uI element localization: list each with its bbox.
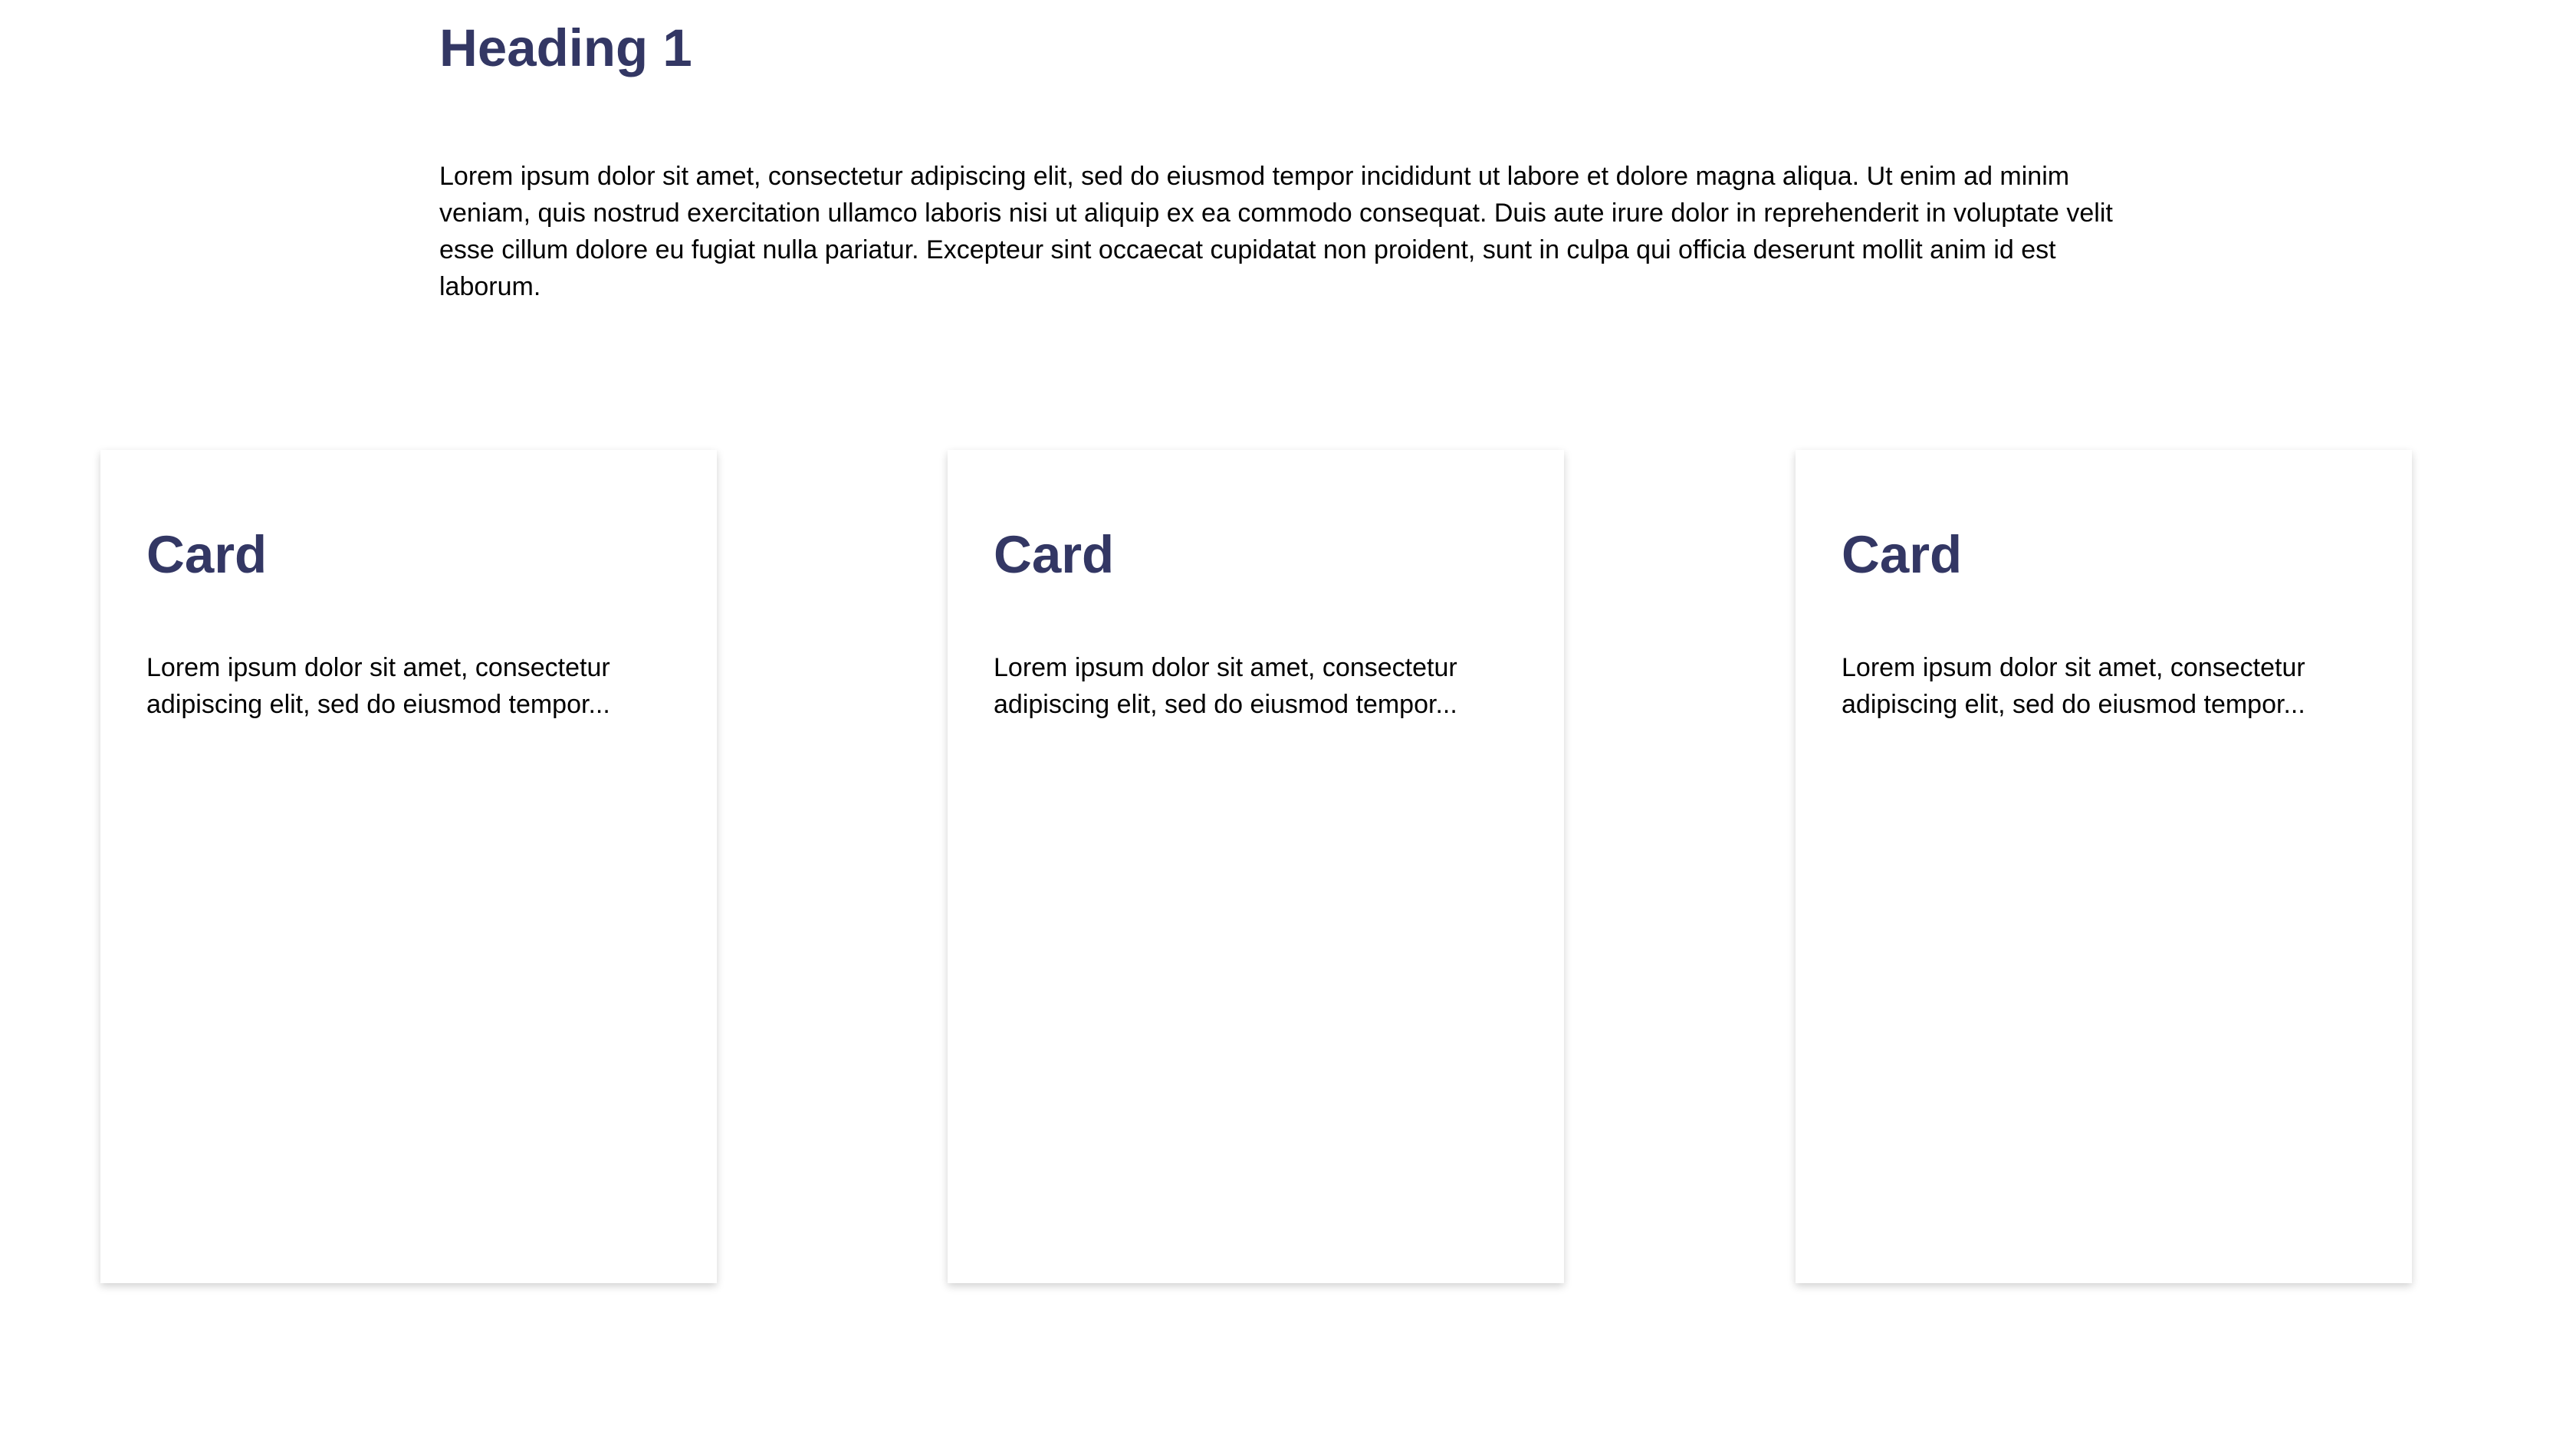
card-title: Card <box>994 525 1115 584</box>
card[interactable] <box>100 450 717 1283</box>
card-title: Card <box>1842 525 1963 584</box>
card-text: Lorem ipsum dolor sit amet, consectetur adipiscing elit, sed do eiusmod tempor... <box>146 653 610 719</box>
intro-paragraph: Lorem ipsum dolor sit amet, consectetur adipiscing elit, sed do eiusmod tempor incididunt ut labore et dolore magna aliqua. Ut enim ad minim veniam, quis nostrud exercitation ullamco laboris nisi ut aliquip ex ea commodo consequat. Duis aute irure dolor in reprehenderit in voluptate velit esse cillum dolore eu fugiat nulla pariatur. Excepteur sint occaecat cupidatat non proident, sunt in culpa qui officia deserunt mollit anim id est laborum. <box>439 162 2113 301</box>
card-list <box>0 450 2576 1285</box>
page-heading: Heading 1 <box>439 18 692 77</box>
card-title: Card <box>146 525 268 584</box>
card-text: Lorem ipsum dolor sit amet, consectetur adipiscing elit, sed do eiusmod tempor... <box>994 653 1457 719</box>
intro-section <box>439 14 2149 305</box>
card[interactable] <box>1796 450 2412 1283</box>
card[interactable] <box>948 450 1564 1283</box>
card-text: Lorem ipsum dolor sit amet, consectetur adipiscing elit, sed do eiusmod tempor... <box>1842 653 2305 719</box>
